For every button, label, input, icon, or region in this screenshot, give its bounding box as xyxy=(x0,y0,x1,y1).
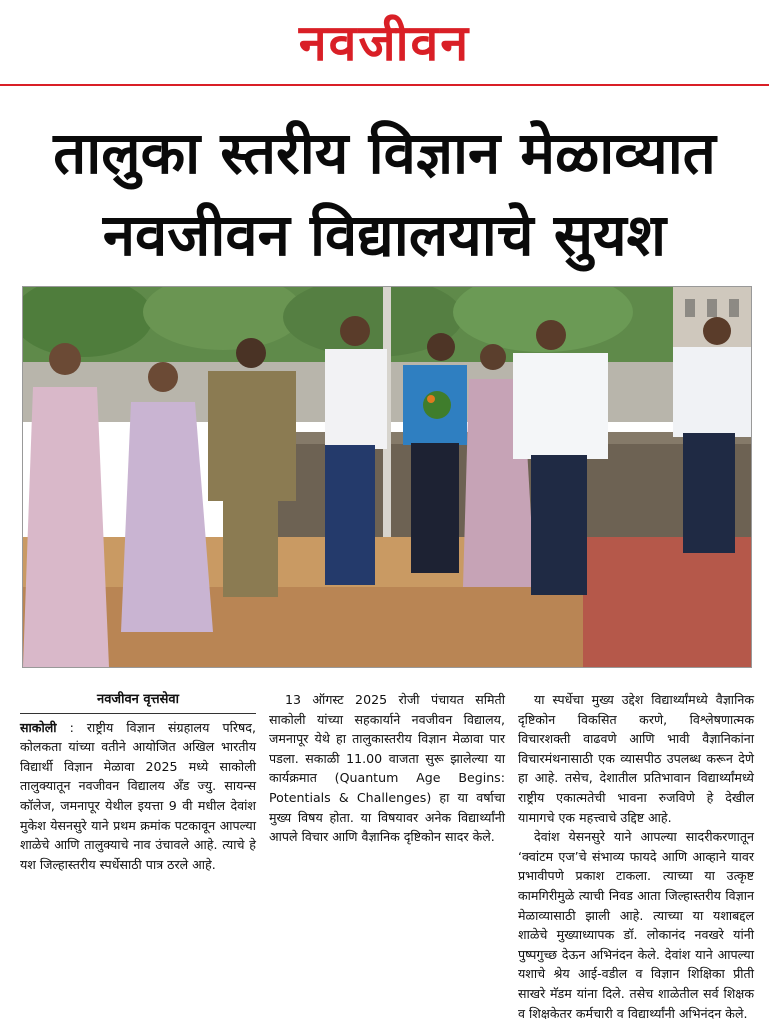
article-body xyxy=(20,690,754,1020)
paragraph-3: या स्पर्धेचा मुख्य उद्देश विद्यार्थ्यांमध्ये वैज्ञानिक दृष्टिकोन विकसित करणे, विश्लेषणात्मक विचारशक्ती वाढवणे आणि भावी वैज्ञानिकांना विचारमंथनासाठी एक व्यासपीठ उपलब्ध करून देणे हा आहे. तसेच, देशातील प्रतिभावान विद्यार्थ्यांमध्ये राष्ट्रीय एकात्मतेची भावना रुजविणे हे देखील यामागचे एक महत्त्वाचे उद्दिष्ट आहे. xyxy=(518,692,754,825)
article-column-1 xyxy=(20,690,256,874)
article-column-3 xyxy=(518,690,754,1023)
masthead xyxy=(0,0,769,86)
article-column-2 xyxy=(269,690,505,847)
dateline: साकोली xyxy=(20,719,57,735)
news-photo xyxy=(22,286,752,668)
headline xyxy=(10,112,759,276)
byline: नवजीवन वृत्तसेवा xyxy=(20,690,256,714)
masthead-rule xyxy=(0,84,769,86)
event-photo-illustration xyxy=(23,287,751,667)
paragraph-4: देवांश येसनसुरे याने आपल्या सादरीकरणातून ‘क्वांटम एज’चे संभाव्य फायदे आणि आव्हाने यावर प्रभावीपणे प्रकाश टाकला. त्याच्या या उत्कृष्ट कामगिरीमुळे त्याची निवड आता जिल्हास्तरीय विज्ञान मेळाव्यासाठी झाली आहे. त्याच्या या यशाबद्दल शाळेचे मुख्याध्यापक डॉ. लोकानंद नवखरे यांनी पुष्पगुच्छ देऊन अभिनंदन केले. देवांश याने आपल्या यशाचे श्रेय आई-वडील व विज्ञान शिक्षिका प्रीती साखरे मॅडम यांना दिले. तसेच शाळेतील सर्व शिक्षक व शिक्षकेतर कर्मचारी व विद्यार्थ्यांनी अभिनंदन केले. xyxy=(518,829,754,1021)
newspaper-logo: नवजीवन xyxy=(298,14,471,72)
headline-line-1: तालुका स्तरीय विज्ञान मेळाव्यात xyxy=(53,119,716,187)
headline-line-2: नवजीवन विद्यालयाचे सुयश xyxy=(102,201,667,269)
paragraph-1-text: : राष्ट्रीय विज्ञान संग्रहालय परिषद, कोलकता यांच्या वतीने आयोजित अखिल भारतीय विद्यार्थी विज्ञान मेळावा 2025 मध्ये साकोली तालुक्यातून नवजीवन विद्यालय अँड ज्यु. सायन्स कॉलेज, जमनापूर येथील इयत्ता 9 वी मधील देवांश मुकेश येसनसुरे याने प्रथम क्रमांक पटकावून आपल्या शाळेचे आणि तालुक्याचे नाव उंचावले आहे. त्याचे हे यश जिल्हास्तरीय स्पर्धेसाठी पात्र ठरले आहे. xyxy=(20,719,256,872)
paragraph-2: 13 ऑगस्ट 2025 रोजी पंचायत समिती साकोली यांच्या सहकार्याने नवजीवन विद्यालय, जमनापूर येथे हा तालुकास्तरीय विज्ञान मेळावा पार पडला. सकाळी 11.00 वाजता सुरू झालेल्या या कार्यक्रमात (Quantum Age Begins: Potentials & Challenges) हा या वर्षाचा मुख्य विषय होता. या विषयावर अनेक विद्यार्थ्यांनी आपले विचार आणि वैज्ञानिक दृष्टिकोन सादर केले. xyxy=(269,692,505,845)
paragraph-1 xyxy=(20,718,256,875)
